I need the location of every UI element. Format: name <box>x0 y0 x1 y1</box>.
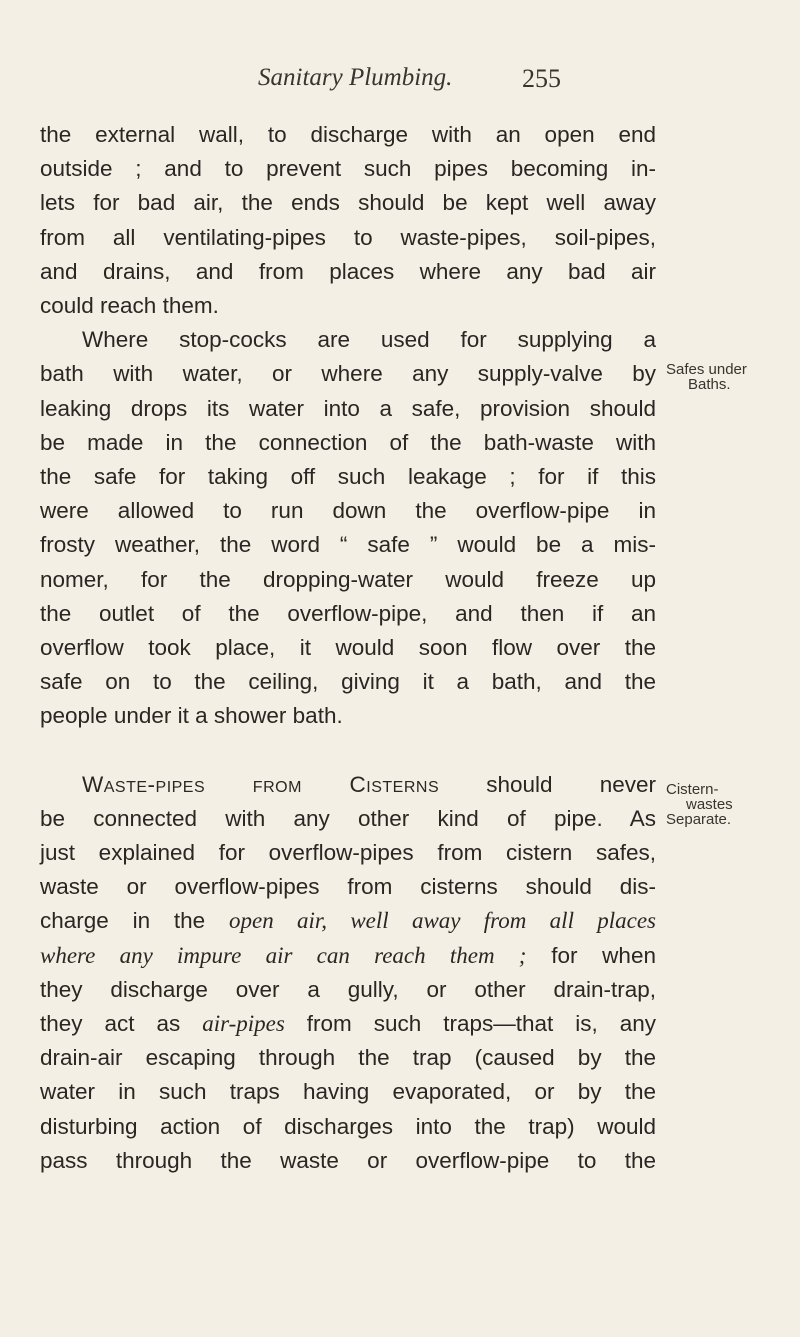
text-line: just explained for overflow-pipes from cistern safes, <box>40 840 656 866</box>
text-fragment: should never <box>439 771 656 797</box>
text-fragment: for when <box>526 942 656 968</box>
text-line: water in such traps having evaporated, or by the <box>40 1079 656 1105</box>
text-line: Where stop-cocks are used for supplying a <box>82 327 656 353</box>
italic-phrase: open air, well away from all places <box>228 908 657 934</box>
paragraph-cistern-wastes <box>40 768 656 1178</box>
margin-note-cistern <box>666 782 796 827</box>
page-header <box>0 64 800 104</box>
text-line: overflow took place, it would soon flow over the <box>40 635 656 661</box>
text-line: leaking drops its water into a safe, provision should <box>40 395 656 421</box>
text-line: could reach them. <box>40 293 219 319</box>
paragraph-continued <box>40 118 656 323</box>
text-line: pass through the waste or overflow-pipe to the <box>40 1147 656 1173</box>
text-line: disturbing action of discharges into the trap) would <box>40 1113 656 1139</box>
text-line: were allowed to run down the overflow-pipe in <box>40 498 656 524</box>
text-fragment: they act as <box>40 1011 203 1037</box>
text-line: drain-air escaping through the trap (caused by the <box>40 1045 656 1071</box>
margin-note-line: Safes under <box>666 361 747 378</box>
text-line <box>40 1007 656 1041</box>
text-line <box>40 768 656 802</box>
text-line: they discharge over a gully, or other drain-trap, <box>40 976 656 1002</box>
running-title: Sanitary Plumbing. <box>258 64 453 91</box>
text-line <box>40 904 656 938</box>
text-line: nomer, for the dropping-water would freeze up <box>40 566 656 592</box>
text-line: outside ; and to prevent such pipes becoming in- <box>40 156 656 182</box>
paragraph-safes <box>40 323 656 733</box>
margin-note-safes <box>666 362 796 392</box>
text-fragment: from such traps—that is, any <box>284 1011 656 1037</box>
text-line: frosty weather, the word “ safe ” would be a mis- <box>40 532 656 558</box>
section-gap <box>40 734 656 768</box>
text-fragment: charge in the <box>40 908 229 934</box>
page-number: 255 <box>522 64 561 93</box>
margin-note-line: wastes <box>686 796 733 813</box>
text-line: and drains, and from places where any bad air <box>40 258 656 284</box>
section-heading: Waste-pipes from Cisterns <box>82 771 440 797</box>
text-line: people under it a shower bath. <box>40 703 343 729</box>
text-line: be connected with any other kind of pipe. As <box>40 805 656 831</box>
italic-phrase: air-pipes <box>202 1011 285 1037</box>
margin-note-line: Baths. <box>688 376 731 393</box>
italic-phrase: where any impure air can reach them ; <box>40 942 527 968</box>
text-line: the safe for taking off such leakage ; for if this <box>40 464 656 490</box>
margin-note-line: Separate. <box>666 811 732 828</box>
text-line <box>40 939 656 973</box>
text-line: the external wall, to discharge with an open end <box>40 122 656 147</box>
text-line: lets for bad air, the ends should be kept well away <box>40 190 656 216</box>
text-line: waste or overflow-pipes from cisterns should dis- <box>40 874 656 900</box>
text-line: bath with water, or where any supply-valve by <box>40 361 656 387</box>
body-text <box>40 118 656 1178</box>
text-line: be made in the connection of the bath-waste with <box>40 429 656 455</box>
text-line: from all ventilating-pipes to waste-pipes, soil-pipes, <box>40 224 656 250</box>
text-line: the outlet of the overflow-pipe, and then if an <box>40 600 656 626</box>
margin-note-line: Cistern- <box>666 781 719 798</box>
text-line: safe on to the ceiling, giving it a bath, and the <box>40 669 656 695</box>
